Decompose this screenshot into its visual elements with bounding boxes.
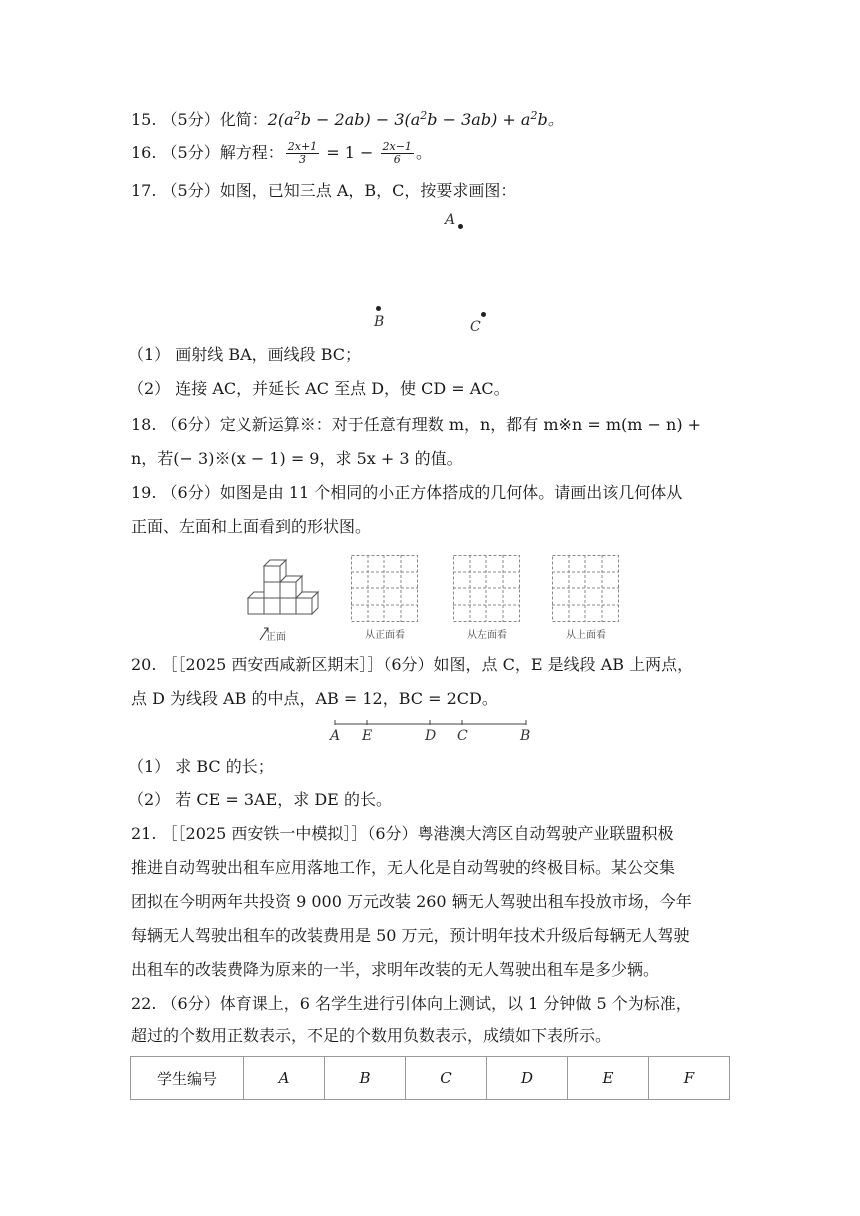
student-table: [130, 1056, 730, 1100]
q18-line2: n，若(− 3)※(x − 1) = 9，求 5x + 3 的值。: [131, 449, 463, 468]
segment-label-b: B: [520, 728, 531, 744]
q19-line2: 正面、左面和上面看到的形状图。: [131, 517, 372, 536]
q20-sub2: （2） 若 CE = 3AE，求 DE 的长。: [128, 790, 392, 809]
table-header-cell: 学生编号: [131, 1057, 244, 1100]
view-top-caption: 从上面看: [566, 630, 606, 641]
grid-left-view: [453, 555, 521, 623]
q21-line2: 推进自动驾驶出租车应用落地工作，无人化是自动驾驶的终极目标。某公交集: [131, 858, 676, 877]
point-b: [376, 306, 381, 311]
q17-sub1: （1） 画射线 BA，画线段 BC；: [128, 345, 362, 364]
q20-line2: 点 D 为线段 AB 的中点，AB = 12，BC = 2CD。: [131, 689, 498, 708]
q21-line5: 出租车的改装费降为原来的一半，求明年改装的无人驾驶出租车是多少辆。: [131, 960, 660, 979]
q21-line3: 团拟在今明两年共投资 9 000 万元改装 260 辆无人驾驶出租车投放市场，今年: [131, 892, 692, 911]
question-18: 18. （6分）定义新运算※：对于任意有理数 m，n，都有 m※n = m(m − n) +: [131, 415, 702, 434]
table-cell: C: [406, 1057, 487, 1100]
table-cell: F: [649, 1057, 730, 1100]
q22-line2: 超过的个数用正数表示，不足的个数用负数表示，成绩如下表所示。: [131, 1026, 612, 1045]
question-20: 20. ［［2025 西安西咸新区期末］］（6分）如图，点 C，E 是线段 AB 上两点，: [131, 655, 694, 674]
grid-front-view: [351, 555, 419, 623]
point-c: [481, 312, 486, 317]
table-row: [131, 1057, 730, 1100]
question-22: 22. （6分）体育课上，6 名学生进行引体向上测试，以 1 分钟做 5 个为标准，: [131, 994, 692, 1013]
segment-label-d: D: [425, 728, 437, 744]
q20-sub1: （1） 求 BC 的长；: [128, 757, 274, 776]
segment-label-a: A: [330, 728, 341, 744]
segment-label-c: C: [457, 728, 468, 744]
view-front-caption: 从正面看: [365, 630, 405, 641]
table-cell: A: [244, 1057, 325, 1100]
fraction-1: $\frac{2x+1}{3}$: [287, 140, 318, 166]
table-cell: B: [325, 1057, 406, 1100]
question-21: 21. ［［2025 西安铁一中模拟］］（6分）粤港澳大湾区自动驾驶产业联盟积极: [131, 824, 674, 843]
point-a: [458, 224, 463, 229]
question-19: 19. （6分）如图是由 11 个相同的小正方体搭成的几何体。请画出该几何体从: [131, 483, 683, 502]
question-17: 17. （5分）如图，已知三点 A，B，C，按要求画图：: [131, 181, 517, 200]
question-15: 15. （5分）化简：$2(a^2b - 2ab) - 3(a^2b - 3ab) + a^2b$。: [131, 109, 564, 129]
segment-label-e: E: [362, 728, 373, 744]
front-label: 正面: [266, 632, 286, 643]
grid-top-view: [552, 555, 620, 623]
q17-sub2: （2） 连接 AC，并延长 AC 至点 D，使 CD = AC。: [128, 379, 510, 398]
table-cell: D: [487, 1057, 568, 1100]
q21-line4: 每辆无人驾驶出租车的改装费用是 50 万元，预计明年技术升级后每辆无人驾驶: [131, 926, 690, 945]
view-left-caption: 从左面看: [467, 630, 507, 641]
point-b-label: B: [374, 314, 385, 330]
question-16: 16. （5分）解方程： $\frac{2x+1}{3}$ = 1 − $\frac{2x-1}{6}$ 。: [131, 140, 432, 166]
fraction-2: $\frac{2x-1}{6}$: [382, 140, 412, 166]
point-a-label: A: [445, 212, 456, 228]
point-c-label: C: [470, 319, 481, 335]
table-cell: E: [568, 1057, 649, 1100]
